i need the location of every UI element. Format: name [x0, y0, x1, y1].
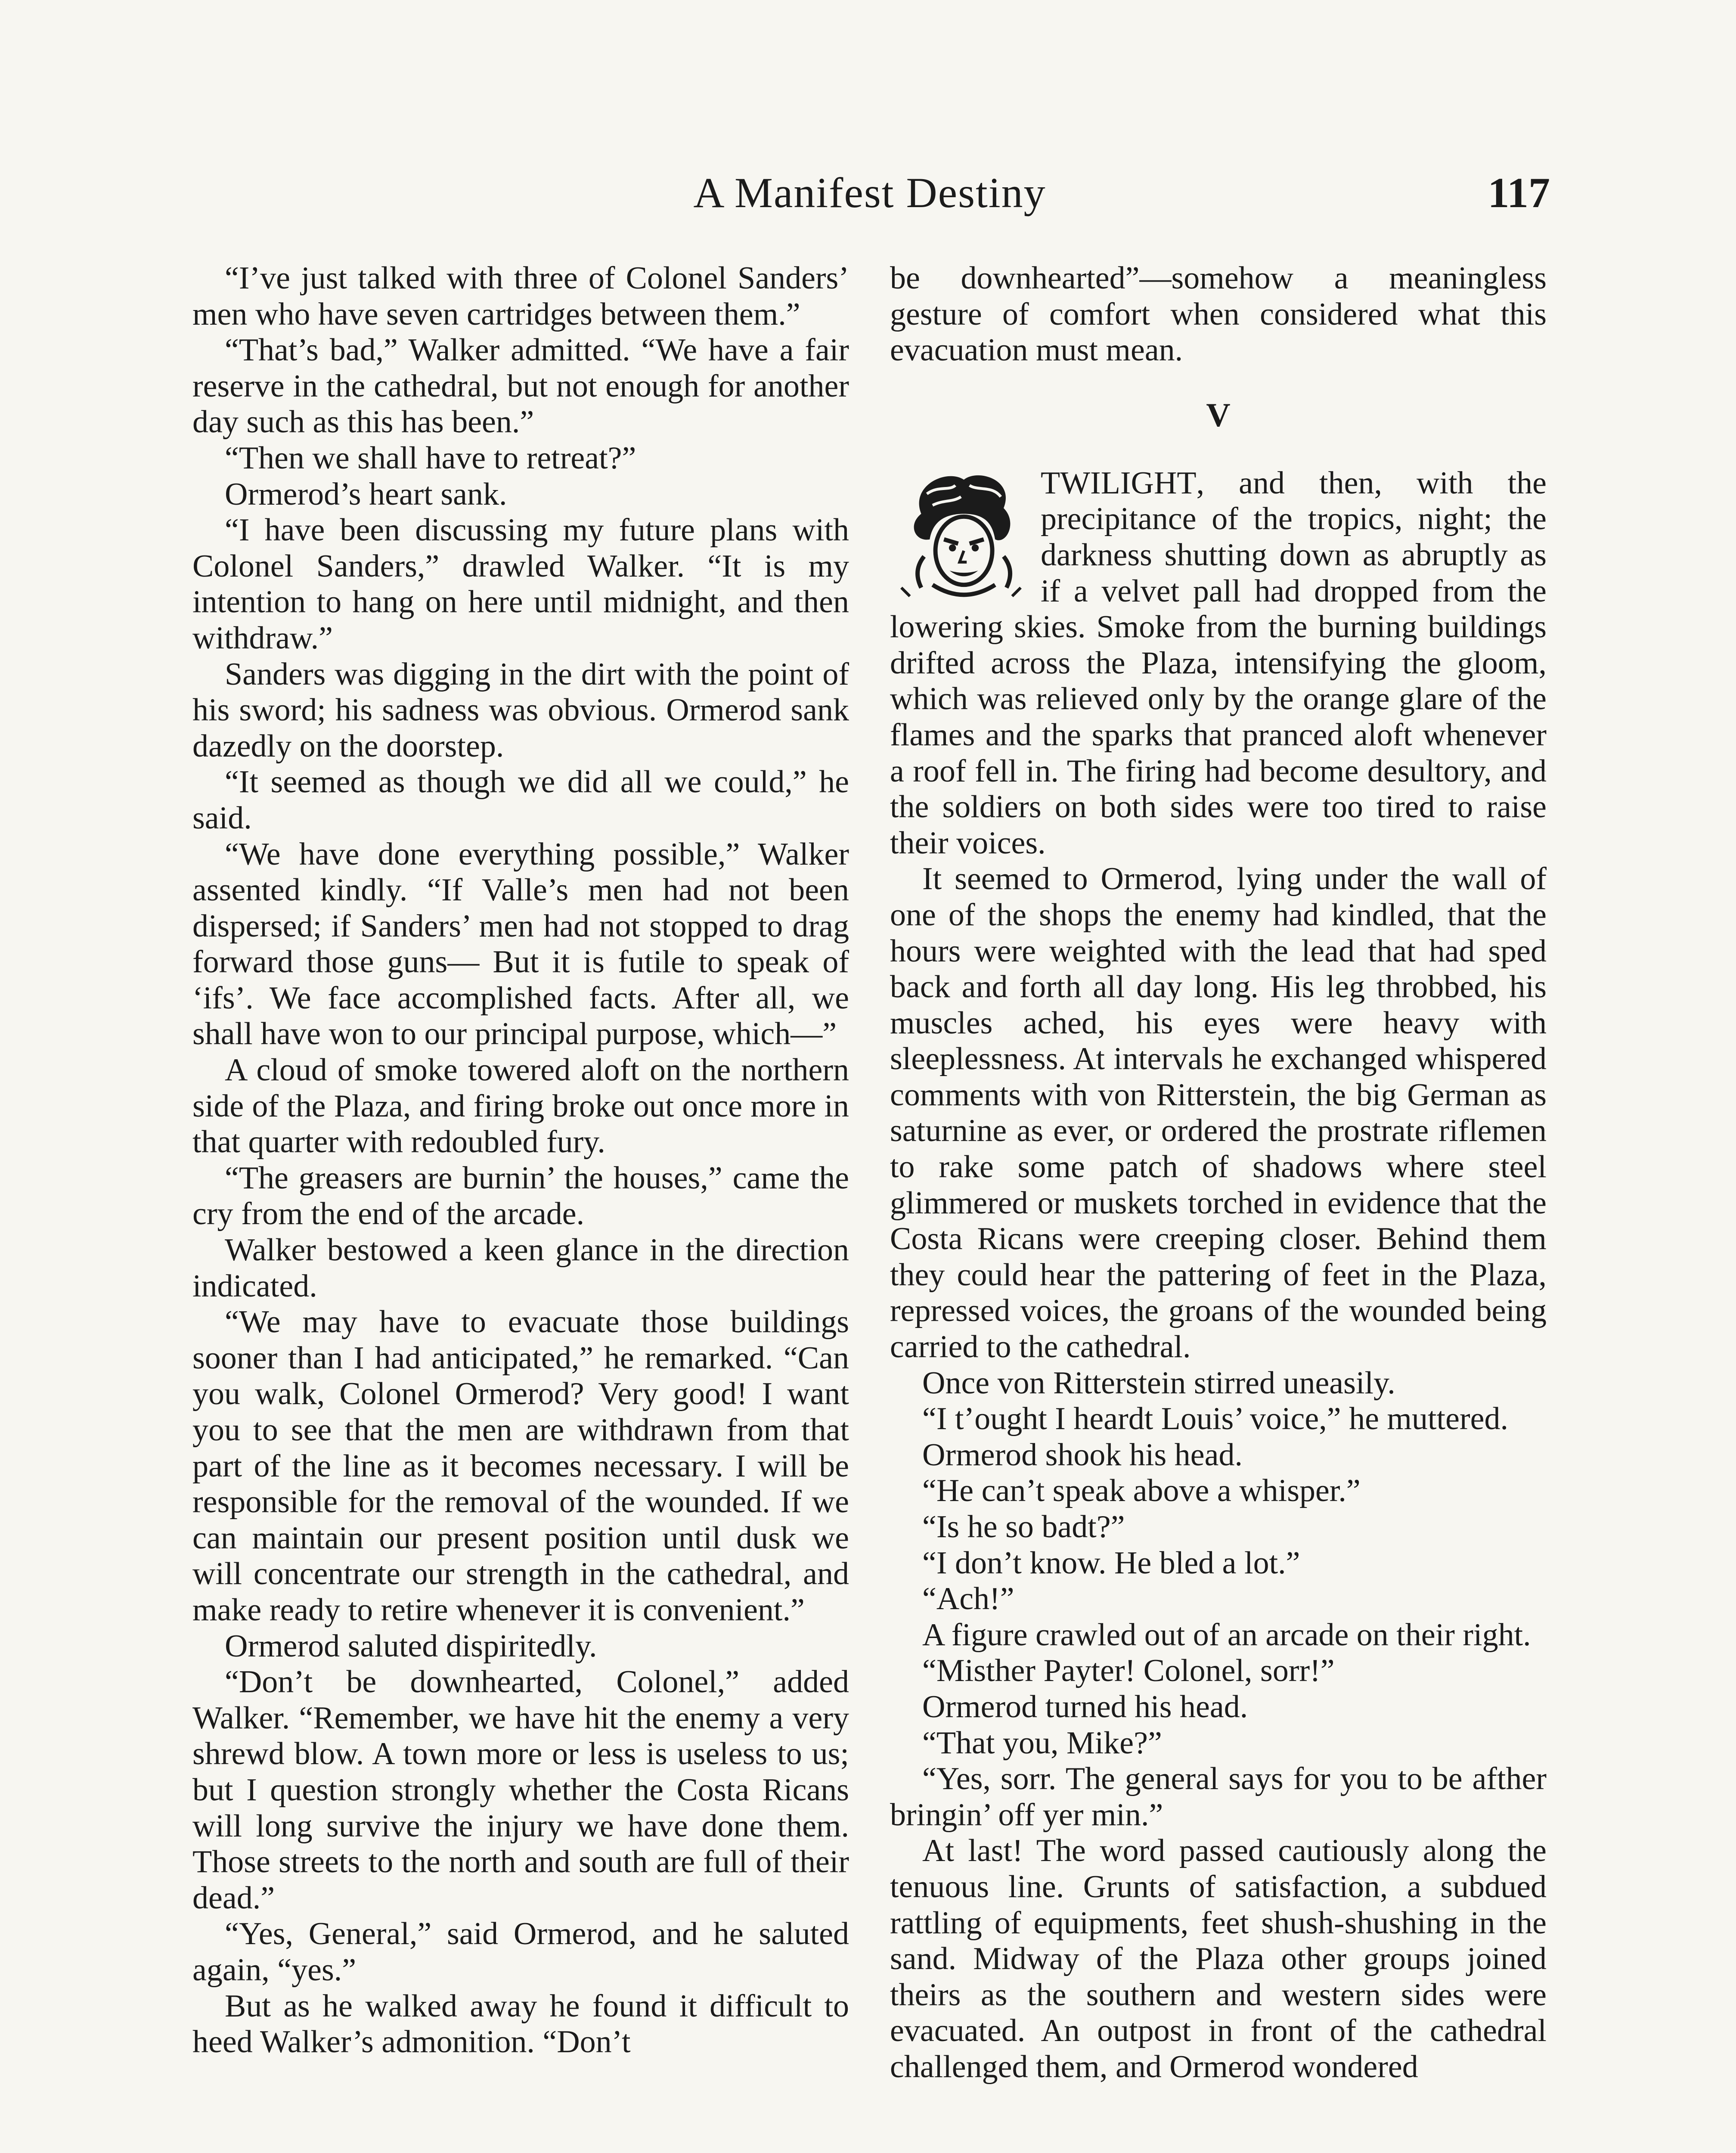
- opening-paragraph-text: , and then, with the precipitance of the tropics, night; the darkness shutting down as abruptly as if a velvet pall had dropped from the lowering skies. Smoke from the burning buildings drifted across the Plaza, intensifying the gloom, which was relieved only by the orange glare of the flames and the sparks that pranced aloft whenever a roof fell in. The firing had become desultory, and the soldiers on both sides were too tired to raise their voices.: [890, 465, 1547, 861]
- paragraph: “Misther Payter! Colonel, sorr!”: [922, 1653, 1335, 1689]
- paragraph: “We may have to evacuate those buildings sooner than I had anticipated,” he remarked. “Can you walk, Colonel Ormerod? Very good! I want you to see that the men are withdrawn from that part of the line as it becomes necessary. I will be responsible for the removal of the wounded. If we can maintain our present position until dusk we will concentrate our strength in the cathedral, and make ready to retire whenever it is convenient.”: [192, 1304, 849, 1628]
- paragraph: Ormerod turned his head.: [922, 1689, 1248, 1725]
- paragraph: “He can’t speak above a whisper.”: [922, 1473, 1361, 1509]
- paragraph: “Yes, sorr. The general says for you to be afther bringin’ off yer min.”: [890, 1761, 1547, 1833]
- paragraph: “Ach!”: [922, 1581, 1014, 1617]
- paragraph: A figure crawled out of an arcade on their right.: [922, 1617, 1531, 1653]
- paragraph: Ormerod shook his head.: [922, 1437, 1243, 1473]
- paragraph: “Don’t be downhearted, Colonel,” added Walker. “Remember, we have hit the enemy a very shrewd blow. A town more or less is useless to us; but I question strongly whether the Costa Ricans will long survive the injury we have done them. Those streets to the north and south are full of their dead.”: [192, 1664, 849, 1916]
- paragraph: Once von Ritterstein stirred uneasily.: [922, 1365, 1395, 1401]
- section-heading: V: [1206, 396, 1231, 434]
- page-number: 117: [1488, 169, 1550, 217]
- paragraph: It seemed to Ormerod, lying under the wall of one of the shops the enemy had kindled, that the hours were weighted with the lead that had sped back and forth all day long. His leg throbbed, his muscles ached, his eyes were heavy with sleeplessness. At intervals he exchanged whispered comments with von Ritterstein, the big German as saturnine as ever, or ordered the prostrate riflemen to rake some patch of shadows where steel glimmered or muskets torched in evidence that the Costa Ricans were creeping closer. Behind them they could hear the pattering of feet in the Plaza, repressed voices, the groans of the wounded being carried to the cathedral.: [890, 861, 1547, 1365]
- paragraph: Ormerod’s heart sank.: [225, 476, 507, 512]
- running-header: [189, 168, 1550, 224]
- paragraph: “Is he so badt?”: [922, 1509, 1125, 1545]
- paragraph: “Yes, General,” said Ormerod, and he saluted again, “yes.”: [192, 1916, 849, 1988]
- paragraph: “I’ve just talked with three of Colonel Sanders’ men who have seven cartridges between them.”: [192, 261, 849, 332]
- paragraph: “We have done everything possible,” Walker assented kindly. “If Valle’s men had not been dispersed; if Sanders’ men had not stopped to drag forward those guns— But it is futile to speak of ‘ifs’. We face accomplished facts. After all, we shall have won to our principal purpose, which—”: [192, 836, 849, 1052]
- paragraph: “Then we shall have to retreat?”: [225, 440, 636, 476]
- paragraph: Ormerod saluted dispiritedly.: [225, 1628, 597, 1664]
- paragraph: At last! The word passed cautiously along the tenuous line. Grunts of satisfaction, a subdued rattling of equipments, feet shush-shushing in the sand. Midway of the Plaza other groups joined theirs as the southern and western sides were evacuated. An outpost in front of the cathedral challenged them, and Ormerod wondered: [890, 1833, 1547, 2085]
- paragraph: But as he walked away he found it difficult to heed Walker’s admonition. “Don’t: [192, 1988, 849, 2060]
- paragraph: Walker bestowed a keen glance in the direction indicated.: [192, 1232, 849, 1304]
- left-column: [192, 261, 849, 2060]
- running-title: A Manifest Destiny: [693, 169, 1046, 217]
- paragraph: “The greasers are burnin’ the houses,” came the cry from the end of the arcade.: [192, 1160, 849, 1232]
- paragraph: “I t’ought I heardt Louis’ voice,” he muttered.: [922, 1401, 1508, 1437]
- opening-paragraph: [890, 465, 1547, 862]
- continuation-paragraph: be downhearted”—somehow a meaningless gesture of comfort when considered what this evacuation must mean.: [890, 261, 1547, 368]
- paragraph: “It seemed as though we did all we could,” he said.: [192, 764, 849, 836]
- dropcap-portrait-illustration: [890, 465, 1032, 608]
- paragraph: “That you, Mike?”: [922, 1725, 1162, 1761]
- paragraph: Sanders was digging in the dirt with the point of his sword; his sadness was obvious. Ormerod sank dazedly on the doorstep.: [192, 656, 849, 764]
- paragraph: “I don’t know. He bled a lot.”: [922, 1545, 1300, 1581]
- paragraph: “That’s bad,” Walker admitted. “We have a fair reserve in the cathedral, but not enough for another day such as this has been.”: [192, 332, 849, 440]
- right-column: [890, 261, 1547, 2085]
- paragraph: A cloud of smoke towered aloft on the northern side of the Plaza, and firing broke out once more in that quarter with redoubled fury.: [192, 1052, 849, 1160]
- dropcap-word: TWILIGHT: [1041, 465, 1197, 501]
- paragraph: “I have been discussing my future plans with Colonel Sanders,” drawled Walker. “It is my intention to hang on here until midnight, and then withdraw.”: [192, 512, 849, 656]
